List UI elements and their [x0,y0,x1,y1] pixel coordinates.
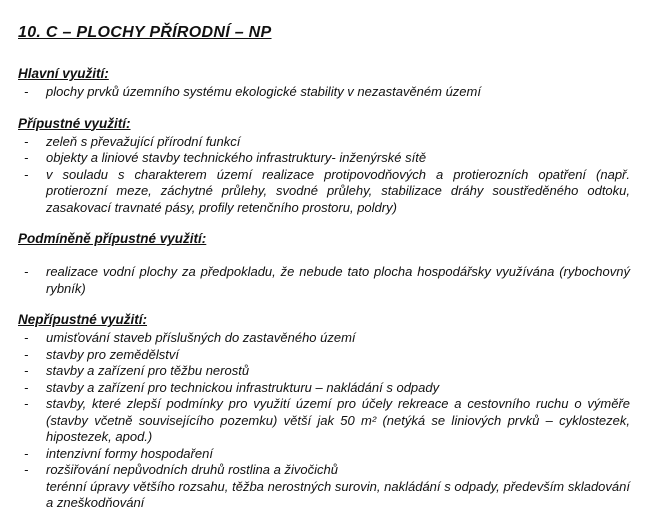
section-heading: Hlavní využití: [18,66,109,81]
bullet-dash: - [24,379,29,395]
bullet-dash: - [24,133,29,149]
list-item-text: realizace vodní plochy za předpokladu, že nebude tato plocha hospodářsky využívána (rybochovný rybník) [46,264,630,296]
list-item [18,330,630,347]
bullet-dash: - [24,462,29,477]
list-item-text: stavby pro zemědělství [46,346,179,362]
list-item-text: plochy prvků územního systému ekologické stability v nezastavěném území [46,84,481,99]
page-title: 10. C – PLOCHY PŘÍRODNÍ – NP [18,24,272,41]
bullet-dash: - [24,166,29,182]
list-item [18,167,630,217]
bullet-dash: - [24,264,29,279]
bullet-dash: - [24,330,29,345]
section-heading: Přípustné využití: [18,115,131,131]
list-item-text: stavby, které zlepší podmínky pro využití území pro účely rekreace a cestovního ruchu o výměře (stavby včetně souvisejícího pozemku) větší jak 50 m² (netýká se liniových prvků – cyklostezek, hipostezek, apod.) [46,396,630,444]
section-heading: Nepřípustné využití: [18,312,148,327]
section-nepripustne-vyuziti [18,312,632,512]
list-item [18,446,630,463]
bullet-dash: - [24,84,29,99]
list-item-text: umisťování staveb příslušných do zastavěného území [46,330,356,345]
bullet-dash: - [24,396,29,411]
section-pripustne-vyuziti [18,116,632,217]
list-item-text: stavby a zařízení pro technickou infrastrukturu – nakládání s odpady [46,379,440,395]
list-item-text: objekty a liniové stavby technického infrastruktury- inženýrské sítě [46,150,427,165]
section-hlavni-vyuziti [18,66,632,101]
list-item-text: zeleň s převažující přírodní funkcí [46,133,241,149]
list-item [18,363,630,380]
list-item [18,396,630,446]
list-item [18,347,630,364]
list-item [18,134,630,151]
bullet-dash: - [24,363,29,378]
list-item [18,380,630,397]
bullet-dash: - [24,445,29,461]
section-heading: Podmíněně přípustné využití: [18,231,207,246]
list-item-text: intenzivní formy hospodaření [46,445,213,461]
section-podminene-pripustne-vyuziti [18,231,632,297]
list-item-text: stavby a zařízení pro těžbu nerostů [46,363,250,378]
list-item-continuation [18,479,630,512]
list-item-text: rozšiřování nepůvodních druhů rostlina a živočichů [46,462,338,477]
bullet-dash: - [24,346,29,362]
list-item [18,150,630,167]
list-item-text: terénní úpravy většího rozsahu, těžba nerostných surovin, nakládání s odpady, především skladování a zneškodňování [46,478,630,510]
list-item [18,264,630,297]
list-item-text: v souladu s charakterem území realizace protipovodňových a protierozních opatření (např. protierozní meze, záchytné průlehy, svodné průlehy, stabilizace dráhy soustředěného odtoku, zasakovací travnaté pásy, profily retenčního prostoru, poldry) [46,166,630,215]
bullet-dash: - [24,150,29,165]
list-item [18,84,630,101]
list-item [18,462,630,479]
